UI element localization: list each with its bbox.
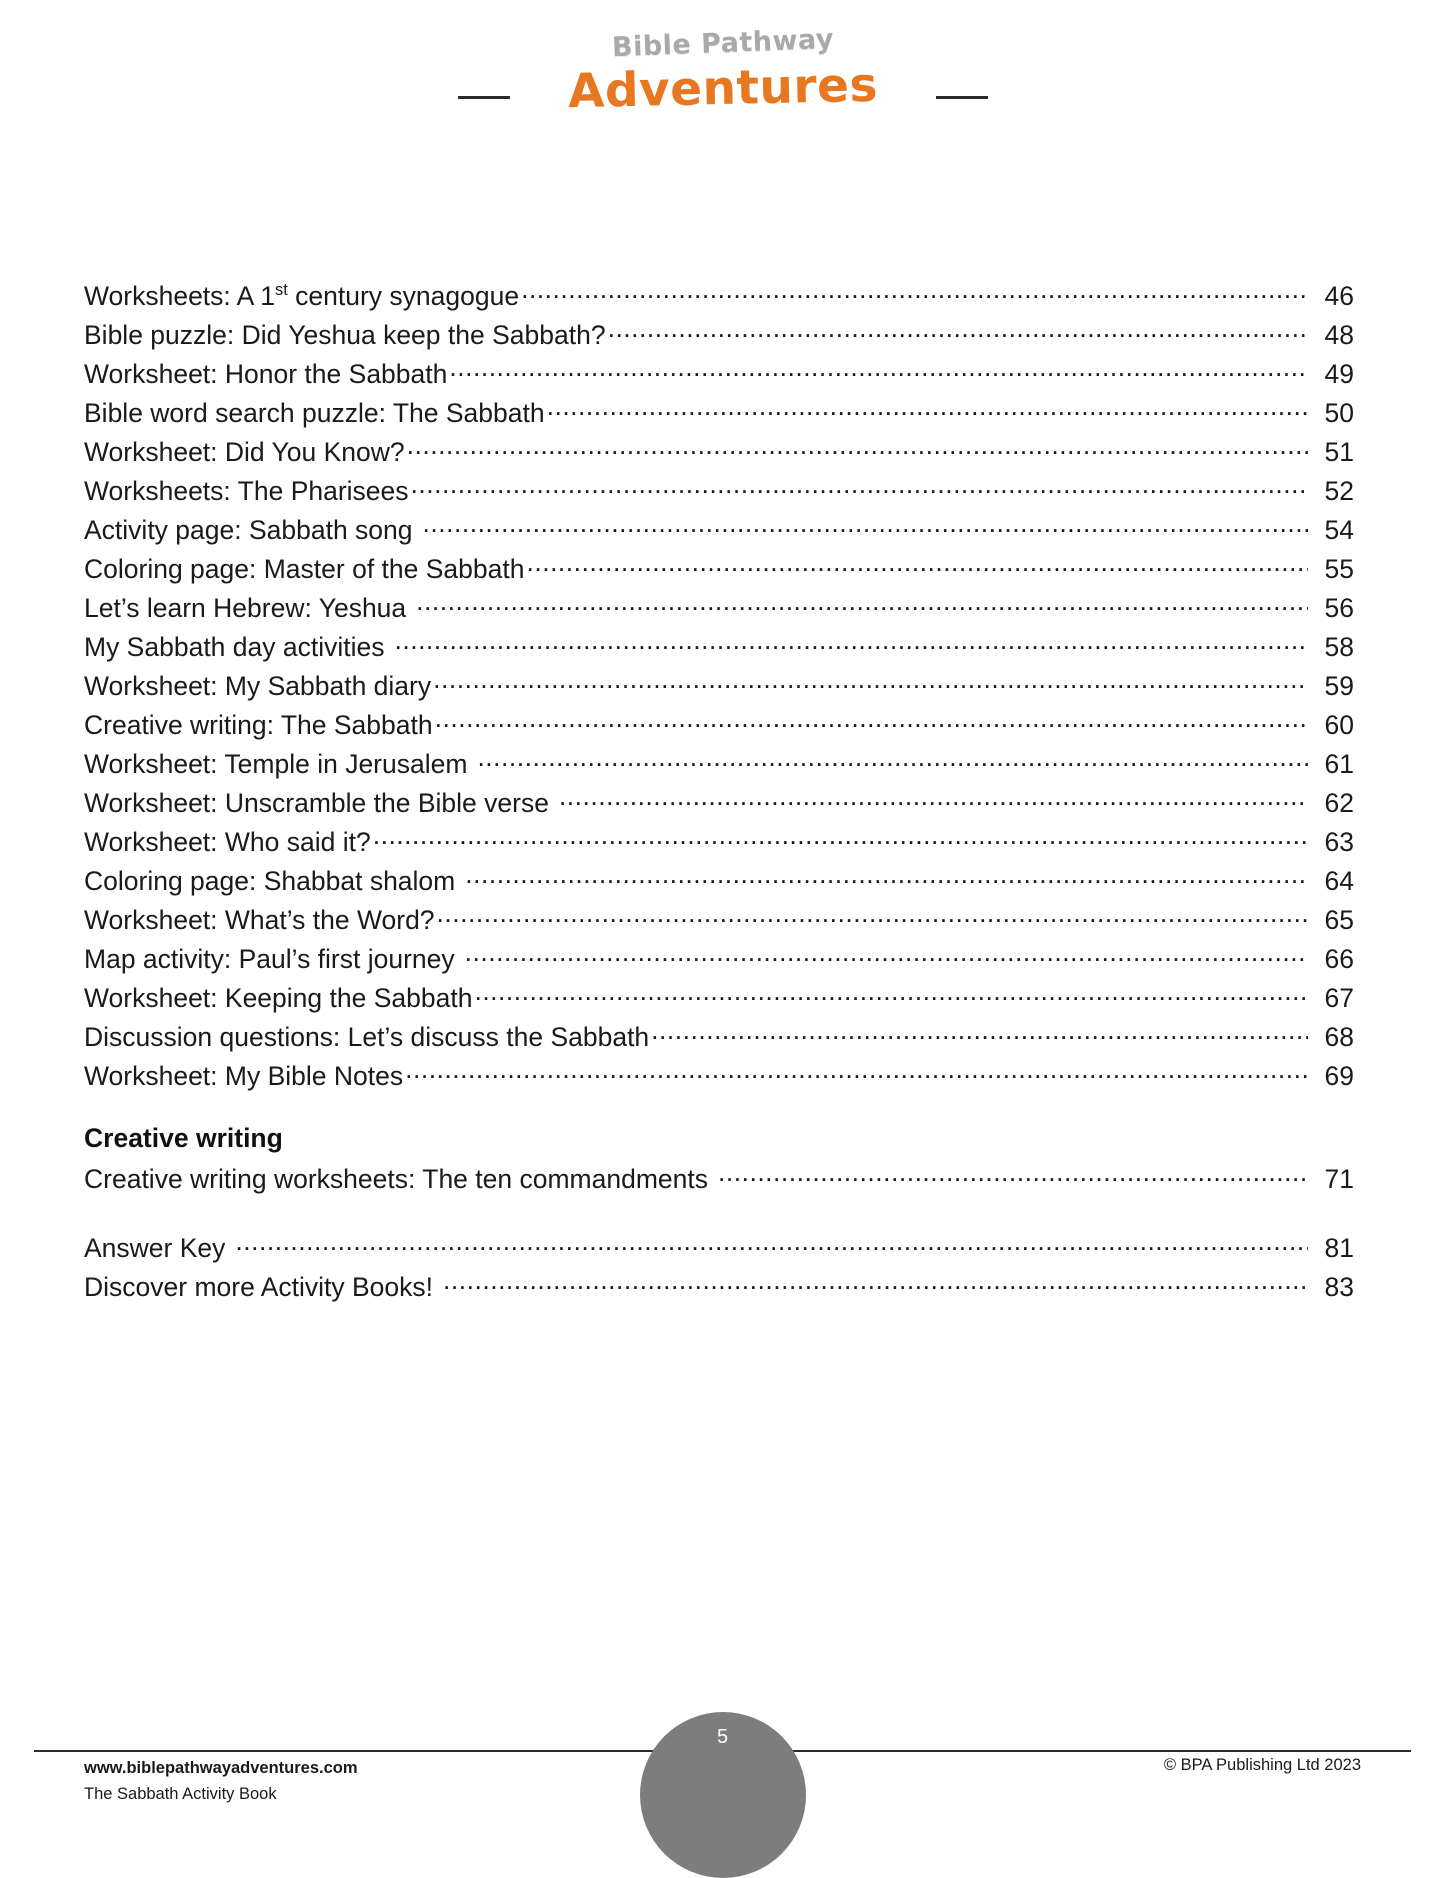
toc-leader-dots: [407, 434, 1308, 461]
logo-line-2: Adventures: [566, 57, 879, 120]
toc-leader-dots: [227, 1230, 1308, 1257]
toc-leader-dots: [386, 629, 1308, 656]
toc-leader-dots: [435, 707, 1308, 734]
toc-entry-title: Worksheet: Temple in Jerusalem: [84, 748, 468, 779]
toc-entry-page: 49: [1324, 358, 1354, 389]
toc-entry-page: 56: [1324, 592, 1354, 623]
toc-entry[interactable]: [84, 395, 1354, 434]
toc-entry[interactable]: [84, 434, 1354, 473]
toc-entry[interactable]: [84, 707, 1354, 746]
toc-entry-title: Worksheets: A 1st century synagogue: [84, 280, 520, 311]
toc-leader-dots: [408, 590, 1308, 617]
toc-leader-dots: [405, 1058, 1308, 1085]
footer-left: [84, 1756, 358, 1807]
toc-entry-page: 58: [1324, 631, 1354, 662]
brand-logo: [0, 22, 1445, 132]
toc-entry[interactable]: [84, 512, 1354, 551]
toc-entry[interactable]: [84, 590, 1354, 629]
toc-entry-title: Worksheet: What’s the Word?: [84, 904, 435, 935]
toc-entry-page: 71: [1324, 1163, 1354, 1194]
toc-leader-dots: [651, 1019, 1308, 1046]
toc-leader-dots: [457, 863, 1308, 890]
toc-spacer: [84, 1200, 1354, 1230]
toc-entry-title: Worksheets: The Pharisees: [84, 475, 409, 506]
toc-entry-title: Coloring page: Master of the Sabbath: [84, 553, 525, 584]
toc-entry-title: Map activity: Paul’s first journey: [84, 943, 455, 974]
toc-entry-page: 46: [1324, 280, 1354, 311]
toc-entry-title: Activity page: Sabbath song: [84, 514, 413, 545]
toc-entry-title: Discussion questions: Let’s discuss the Sabbath: [84, 1021, 650, 1052]
toc-entry-title: Bible word search puzzle: The Sabbath: [84, 397, 545, 428]
toc-entry[interactable]: [84, 1058, 1354, 1097]
toc-entry-page: 60: [1324, 709, 1354, 740]
toc-leader-dots: [608, 317, 1308, 344]
logo-rule-left: [458, 96, 510, 99]
toc-entry-ordinal-suffix: st: [275, 280, 288, 299]
toc-leader-dots: [435, 1269, 1308, 1296]
toc-entry-title: Let’s learn Hebrew: Yeshua: [84, 592, 407, 623]
toc-entry-page: 64: [1324, 865, 1354, 896]
toc-entry-title: Worksheet: Who said it?: [84, 826, 371, 857]
toc-leader-dots: [469, 746, 1308, 773]
logo-rule-right: [936, 96, 988, 99]
toc-entry[interactable]: [84, 941, 1354, 980]
toc-entry-title: Worksheet: Honor the Sabbath: [84, 358, 448, 389]
toc-entry-title: Creative writing: The Sabbath: [84, 709, 433, 740]
toc-entry[interactable]: [84, 629, 1354, 668]
toc-entry-title: My Sabbath day activities: [84, 631, 385, 662]
toc-leader-dots: [521, 278, 1308, 305]
toc-entry[interactable]: [84, 824, 1354, 863]
toc-entry[interactable]: [84, 1230, 1354, 1269]
toc-entry-page: 83: [1324, 1271, 1354, 1302]
toc-entry-page: 81: [1324, 1232, 1354, 1263]
footer-website[interactable]: www.biblepathwayadventures.com: [84, 1759, 358, 1777]
toc-entry-page: 65: [1324, 904, 1354, 935]
toc-entry[interactable]: [84, 902, 1354, 941]
toc-entry[interactable]: [84, 317, 1354, 356]
toc-entry[interactable]: [84, 863, 1354, 902]
toc-entry-title: Worksheet: Unscramble the Bible verse: [84, 787, 549, 818]
toc-entry-page: 62: [1324, 787, 1354, 818]
toc-leader-dots: [474, 980, 1308, 1007]
toc-entry-page: 67: [1324, 982, 1354, 1013]
toc-entry[interactable]: [84, 785, 1354, 824]
toc-entry-title: Discover more Activity Books!: [84, 1271, 434, 1302]
toc-entry-page: 52: [1324, 475, 1354, 506]
toc-entry-page: 69: [1324, 1060, 1354, 1091]
toc-entry-title: Worksheet: Did You Know?: [84, 436, 405, 467]
toc-entry[interactable]: [84, 668, 1354, 707]
toc-entry-page: 48: [1324, 319, 1354, 350]
toc-leader-dots: [551, 785, 1308, 812]
toc-entry-title: Worksheet: Keeping the Sabbath: [84, 982, 473, 1013]
footer-book-title: The Sabbath Activity Book: [84, 1784, 277, 1803]
toc-entry-page: 55: [1324, 553, 1354, 584]
toc-leader-dots: [710, 1161, 1308, 1188]
toc-entry-page: 51: [1324, 436, 1354, 467]
toc-leader-dots: [411, 473, 1308, 500]
toc-leader-dots: [415, 512, 1308, 539]
toc-leader-dots: [373, 824, 1308, 851]
toc-entry-page: 66: [1324, 943, 1354, 974]
toc-section-heading: Creative writing: [84, 1123, 283, 1153]
toc-entry-page: 61: [1324, 748, 1354, 779]
toc-entry[interactable]: [84, 1269, 1354, 1308]
footer-copyright: © BPA Publishing Ltd 2023: [1163, 1756, 1361, 1774]
toc-entry-title: Coloring page: Shabbat shalom: [84, 865, 456, 896]
toc-entry-page: 63: [1324, 826, 1354, 857]
table-of-contents: [84, 278, 1354, 1308]
toc-entry-title: Worksheet: My Bible Notes: [84, 1060, 404, 1091]
toc-leader-dots: [433, 668, 1308, 695]
toc-entry[interactable]: [84, 1161, 1354, 1200]
toc-leader-dots: [457, 941, 1308, 968]
toc-entry[interactable]: [84, 980, 1354, 1019]
toc-entry[interactable]: [84, 473, 1354, 512]
toc-entry-title: Answer Key: [84, 1232, 226, 1263]
toc-entry[interactable]: [84, 551, 1354, 590]
toc-entry-page: 50: [1324, 397, 1354, 428]
toc-entry[interactable]: [84, 1019, 1354, 1058]
page-footer: [84, 1726, 1361, 1812]
page-number-badge: 5: [640, 1712, 806, 1878]
toc-entry-title: Creative writing worksheets: The ten commandments: [84, 1163, 708, 1194]
toc-entry-title: Bible puzzle: Did Yeshua keep the Sabbath?: [84, 319, 606, 350]
toc-leader-dots: [437, 902, 1308, 929]
toc-leader-dots: [449, 356, 1308, 383]
toc-entry[interactable]: [84, 746, 1354, 785]
toc-entry-page: 59: [1324, 670, 1354, 701]
toc-leader-dots: [547, 395, 1308, 422]
toc-entry[interactable]: [84, 356, 1354, 395]
toc-leader-dots: [526, 551, 1308, 578]
toc-entry-title: Worksheet: My Sabbath diary: [84, 670, 432, 701]
toc-entry-page: 68: [1324, 1021, 1354, 1052]
logo-line-1: Bible Pathway: [610, 23, 834, 64]
toc-entry-page: 54: [1324, 514, 1354, 545]
toc-entry[interactable]: [84, 278, 1354, 317]
